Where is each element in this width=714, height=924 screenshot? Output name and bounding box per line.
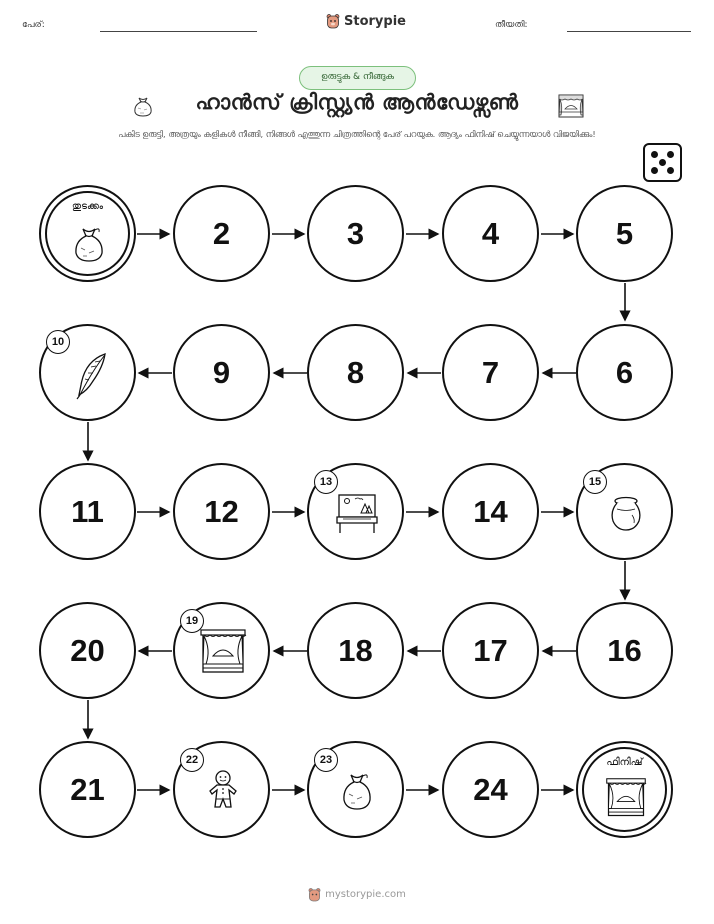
clay-pot-icon — [608, 495, 644, 533]
name-label: പേര്: — [22, 20, 45, 30]
board-cell-17: 17 — [442, 602, 539, 699]
board-cell-2: 2 — [173, 185, 270, 282]
board-cell-21: 21 — [39, 741, 136, 838]
board-cell-4: 4 — [442, 185, 539, 282]
cell-number-badge: 15 — [583, 470, 607, 494]
brand-name: Storypie — [344, 13, 406, 29]
game-type-tag: ഉരുട്ടുക & നീങ്ങുക — [299, 66, 416, 90]
page-title: ഹാൻസ് ക്രിസ്റ്റ്യൻ ആൻഡേഴ്സൺ — [195, 90, 519, 114]
board-cell-20: 20 — [39, 602, 136, 699]
feather-quill-icon — [71, 351, 111, 401]
board-cell-18: 18 — [307, 602, 404, 699]
board-cell-6: 6 — [576, 324, 673, 421]
start-label: തുടക്കം — [71, 201, 104, 212]
cell-number-badge: 22 — [180, 748, 204, 772]
sack-icon — [337, 769, 377, 813]
cell-number-badge: 10 — [46, 330, 70, 354]
window-landscape-icon — [333, 489, 381, 537]
board-cell-12: 12 — [173, 463, 270, 560]
cell-number-badge: 23 — [314, 748, 338, 772]
board-cell-24: 24 — [442, 741, 539, 838]
board-cell-11: 11 — [39, 463, 136, 560]
board-cell-finish — [576, 741, 673, 838]
footer-url[interactable]: mystorypie.com — [325, 889, 406, 900]
board-cell-3: 3 — [307, 185, 404, 282]
stage-curtain-icon — [605, 777, 647, 819]
date-label: തീയതി: — [495, 20, 528, 30]
board-cell-start — [39, 185, 136, 282]
cell-number-badge: 19 — [180, 609, 204, 633]
board-cell-14: 14 — [442, 463, 539, 560]
board-cell-16: 16 — [576, 602, 673, 699]
gingerbread-doll-icon — [205, 769, 241, 817]
board-cell-9: 9 — [173, 324, 270, 421]
instructions-text: പകിട ഉരുട്ടി, അത്രയും കളികൾ നീങ്ങി, നിങ്ങൾ എത്തുന്ന ചിത്രത്തിന്റെ പേര് പറയുക. ആദ്യം ഫിനിഷ് ചെയ്യുന്നയാൾ വിജയിക്കും! — [118, 129, 596, 139]
bear-mascot-icon — [308, 887, 321, 902]
board-cell-7: 7 — [442, 324, 539, 421]
board-cell-8: 8 — [307, 324, 404, 421]
footer — [0, 887, 714, 902]
sack-icon — [69, 223, 109, 263]
cell-number-badge: 13 — [314, 470, 338, 494]
stage-curtain-icon — [199, 628, 247, 678]
board-cell-5: 5 — [576, 185, 673, 282]
finish-label: ഫിനിഷ് — [606, 757, 643, 768]
